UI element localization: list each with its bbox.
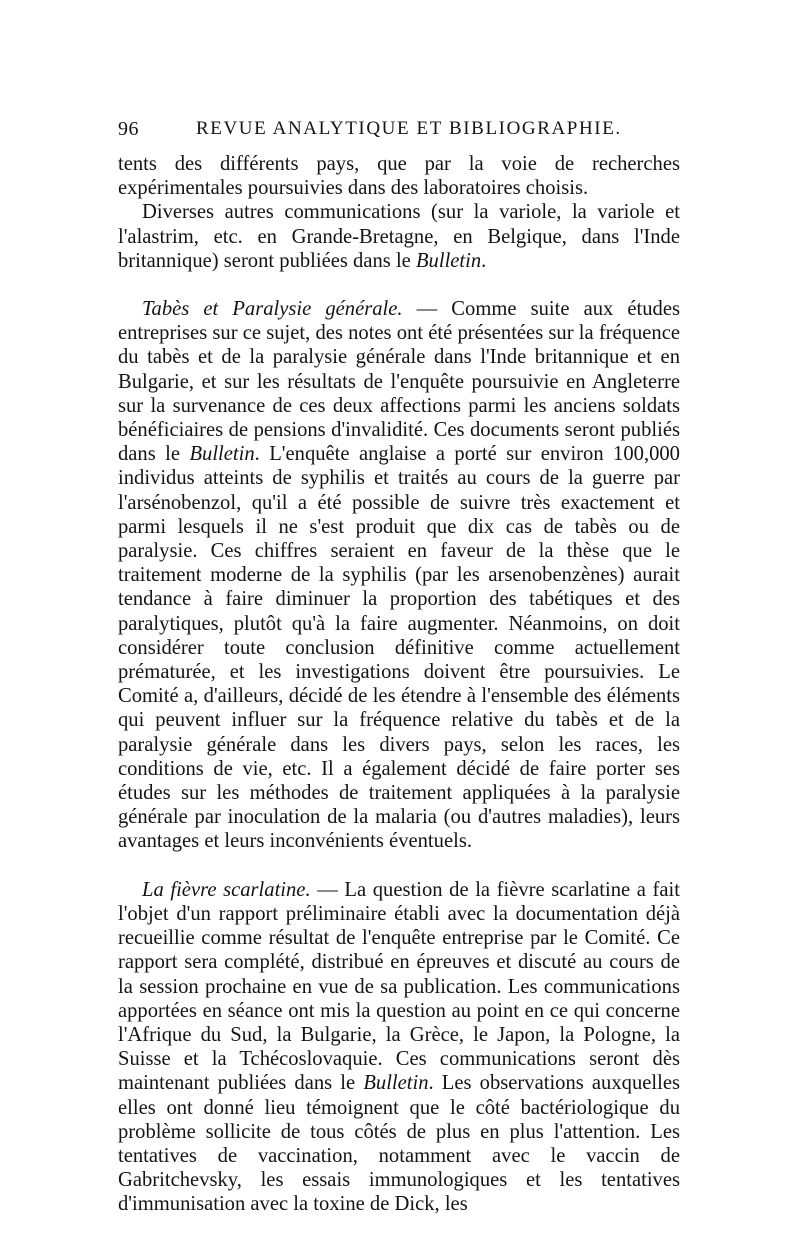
bulletin-title: Bulletin <box>189 443 255 466</box>
paragraph-text: tents des différents pays, que par la voie de recherches expérimentales poursuivies dans des laboratoires choisis. <box>118 153 680 200</box>
paragraph-text: . <box>481 249 487 272</box>
paragraph-text: — La question de la fièvre scarlatine a fait l'objet d'un rapport préliminaire établi avec la documentation déjà recueillie comme résultat de l'enquête entreprise par le Comité. Ce rapport sera complété, distribué en épreuves et discuté au cours de la session prochaine en vue de sa publication. Les communications apportées en séance ont mis la question au point en ce qui concerne l'Afrique du Sud, la Bulgarie, la Grèce, le Japon, la Pologne, la Suisse et la Tchécoslovaquie. Ces communications seront dès maintenant publiées dans le <box>118 878 680 1095</box>
section-heading-tabes: Tabès et Paralysie générale. <box>142 298 403 321</box>
paragraph-text: — Comme suite aux études entreprises sur ce sujet, des notes ont été présentées sur la fréquence du tabès et de la paralysie générale dans l'Inde britannique et en Bulgarie, et sur les résultats de l'enquête poursuivie en Angleterre sur la survenance de ces deux affections parmi les anciens soldats bénéficiaires de pensions d'invalidité. Ces documents seront publiés dans le <box>118 298 680 466</box>
running-head-title: REVUE ANALYTIQUE ET BIBLIOGRAPHIE. <box>196 118 622 139</box>
body-text <box>118 152 680 1217</box>
running-head <box>118 118 678 142</box>
bulletin-title: Bulletin <box>363 1072 429 1095</box>
section-fievre-scarlatine <box>118 878 680 1217</box>
section-tabes-paralysie <box>118 297 680 854</box>
section-heading-scarlatine: La fièvre scarlatine. <box>142 878 311 901</box>
paragraph-continuation <box>118 152 680 200</box>
page-number: 96 <box>118 118 139 140</box>
paragraph-text: . Les observations auxquelles elles ont donné lieu témoignent que le côté bactériologique du problème sollicite de tous côtés de plus en plus l'attention. Les tentatives de vaccination, notamment avec le vaccin de Gabritchevsky, les essais immunologiques et les tentatives d'immunisation avec la toxine de Dick, les <box>118 1072 680 1216</box>
paragraph-text: . L'enquête anglaise a porté sur environ 100,000 individus atteints de syphilis et traités au cours de la guerre par l'arsénobenzol, qu'il a été possible de suivre très exactement et parmi lesquels il ne s'est produit que dix cas de tabès ou de paralysie. Ces chiffres seraient en faveur de la thèse que le traitement moderne de la syphilis (par les arsenobenzènes) aurait tendance à faire diminuer la proportion des tabétiques et des paralytiques, plutôt qu'à la faire augmenter. Néanmoins, on doit considérer toute conclusion définitive comme actuellement prématurée, et les investigations doivent être poursuivies. Le Comité a, d'ailleurs, décidé de les étendre à l'ensemble des éléments qui peuvent influer sur la fréquence relative du tabès et de la paralysie générale dans les divers pays, selon les races, les conditions de vie, etc. Il a également décidé de faire porter ses études sur les méthodes de traitement appliquées à la paralysie générale par inoculation de la malaria (ou d'autres maladies), leurs avantages et leurs inconvénients éventuels. <box>118 443 680 853</box>
paragraph-text: Diverses autres communications (sur la variole, la variole et l'alastrim, etc. en Grande-Bretagne, en Belgique, dans l'Inde britannique) seront publiées dans le <box>118 201 680 272</box>
paragraph-other-communications <box>118 200 680 273</box>
bulletin-title: Bulletin <box>415 249 482 272</box>
